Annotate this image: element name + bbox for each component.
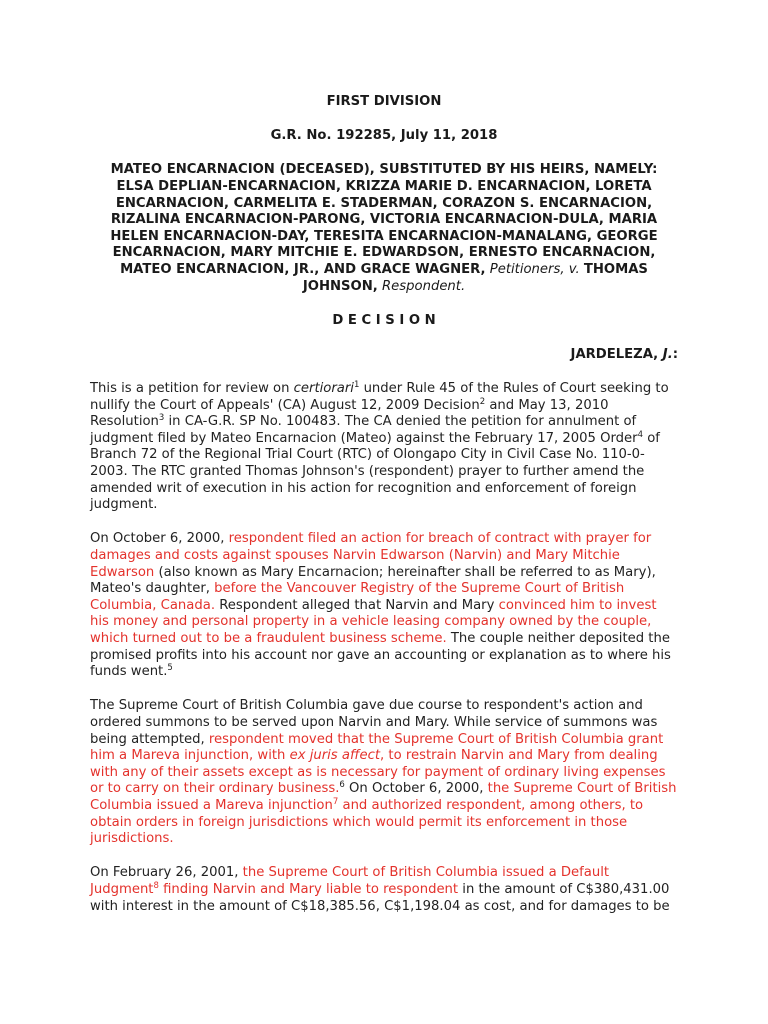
paragraph-text: in CA-G.R. SP No. 100483. The CA denied the petition for annulment of judgment filed by Mateo Encarnacion (Mateo) against the February 17, 2005 Order bbox=[90, 414, 638, 446]
footnote-marker: 8 bbox=[153, 880, 159, 891]
paragraph-text: On October 6, 2000, bbox=[344, 781, 488, 797]
case-title bbox=[90, 162, 678, 295]
highlighted-text: the Supreme Court of British Columbia issued a Mareva injunction bbox=[90, 781, 677, 813]
highlighted-text: convinced him to invest his money and personal property in a vehicle leasing company owned by the couple, which turned out to be a fraudulent business scheme. bbox=[90, 597, 657, 646]
highlighted-text: , to restrain Narvin and Mary from dealing with any of their assets except as is necessary for payment of ordinary living expenses or to carry on their ordinary business. bbox=[90, 748, 666, 797]
paragraph-text: and May 13, 2010 Resolution bbox=[90, 397, 609, 430]
paragraph-text: (also known as Mary Encarnacion; hereinafter shall be referred to as Mary), Mateo's daughter, bbox=[90, 564, 656, 597]
footnote-marker: 4 bbox=[637, 429, 644, 440]
footnote-marker: 1 bbox=[353, 380, 360, 391]
paragraph-text: This is a petition for review on bbox=[90, 381, 294, 397]
case-number: G.R. No. 192285, July 11, 2018 bbox=[270, 128, 498, 144]
paragraph-text: under Rule 45 of the Rules of Court seeking to nullify the Court of Appeals' (CA) August 12, 2009 Decision bbox=[90, 381, 669, 413]
paragraph-4 bbox=[90, 865, 678, 915]
ponente-suffix: : bbox=[672, 346, 678, 362]
respondent-label: Respondent. bbox=[382, 278, 466, 294]
highlighted-text: respondent filed an action for breach of contract with prayer for damages and costs against spouses Narvin Edwarson (Narvin) and Mary Mitchie Edwarson bbox=[90, 531, 652, 580]
ponente-name: JARDELEZA, bbox=[570, 346, 659, 362]
paragraph-1 bbox=[90, 381, 678, 514]
footnote-marker: 6 bbox=[339, 780, 345, 791]
footnote-marker: 2 bbox=[479, 396, 486, 407]
petitioners-names: MATEO ENCARNACION (DECEASED), SUBSTITUTED BY HIS HEIRS, NAMELY: ELSA DEPLIAN-ENCARNACION, KRIZZA MARIE D. ENCARNACION, LORETA ENCARNACION, CARMELITA E. STADERMAN, CORAZON S. ENCARNACION, RIZALINA ENCARNACION-PARONG, VICTORIA ENCARNACION-DULA, MARIA HELEN ENCARNACION-DAY, TERESITA ENCARNACION-MANALANG, GEORGE ENCARNACION, MARY MITCHIE E. EDWARDSON, ERNESTO ENCARNACION, MATEO ENCARNACION, JR., AND GRACE WAGNER, bbox=[110, 162, 658, 277]
paragraph-text: The Supreme Court of British Columbia gave due course to respondent's action and ordered summons to be served upon Narvin and Mary. While service of summons was being attempted, bbox=[90, 698, 658, 747]
highlighted-text: and authorized respondent, among others, to obtain orders in foreign jurisdictions which would permit its enforcement in those jurisdictions. bbox=[90, 797, 644, 847]
highlighted-text: the Supreme Court of British Columbia issued a Default Judgment bbox=[90, 865, 610, 897]
decision-heading: D E C I S I O N bbox=[332, 312, 436, 328]
footnote-marker: 5 bbox=[167, 663, 173, 674]
footnote-marker: 7 bbox=[332, 796, 339, 807]
paragraph-text: On October 6, 2000, bbox=[90, 531, 229, 547]
paragraph-3 bbox=[90, 698, 678, 847]
italic-term: certiorari bbox=[293, 381, 354, 397]
paragraph-text: On February 26, 2001, bbox=[90, 865, 243, 881]
highlighted-text: respondent moved that the Supreme Court of British Columbia grant him a Mareva injunction, with bbox=[90, 731, 664, 764]
footnote-marker: 3 bbox=[158, 413, 165, 424]
paragraph-2 bbox=[90, 531, 678, 680]
highlighted-italic-term: ex juris affect bbox=[289, 748, 381, 764]
ponente bbox=[90, 347, 678, 364]
paragraph-text: Respondent alleged that Narvin and Mary bbox=[215, 597, 499, 613]
highlighted-text: before the Vancouver Registry of the Supreme Court of British Columbia, Canada. bbox=[90, 581, 625, 613]
paragraph-text: of Branch 72 of the Regional Trial Court (RTC) of Olongapo City in Civil Case No. 110-0-2003. The RTC granted Thomas Johnson's (respondent) prayer to further amend the amended writ of execution in his action for recognition and enforcement of foreign judgment. bbox=[90, 430, 660, 513]
division-heading: FIRST DIVISION bbox=[326, 94, 442, 109]
respondent-name: THOMAS JOHNSON, bbox=[302, 261, 648, 294]
document-body bbox=[90, 94, 678, 933]
paragraph-text: The couple neither deposited the promised profits into his account nor gave an accounting or explanation as to where his funds went. bbox=[90, 631, 671, 680]
highlighted-text: finding Narvin and Mary liable to respondent bbox=[158, 881, 459, 897]
paragraph-text: in the amount of C$380,431.00 with interest in the amount of C$18,385.56, C$1,198.04 as cost, and for damages to be bbox=[90, 881, 670, 914]
petitioners-label: Petitioners, bbox=[489, 261, 565, 277]
versus-label: v. bbox=[568, 261, 580, 277]
ponente-title: J. bbox=[662, 346, 673, 362]
